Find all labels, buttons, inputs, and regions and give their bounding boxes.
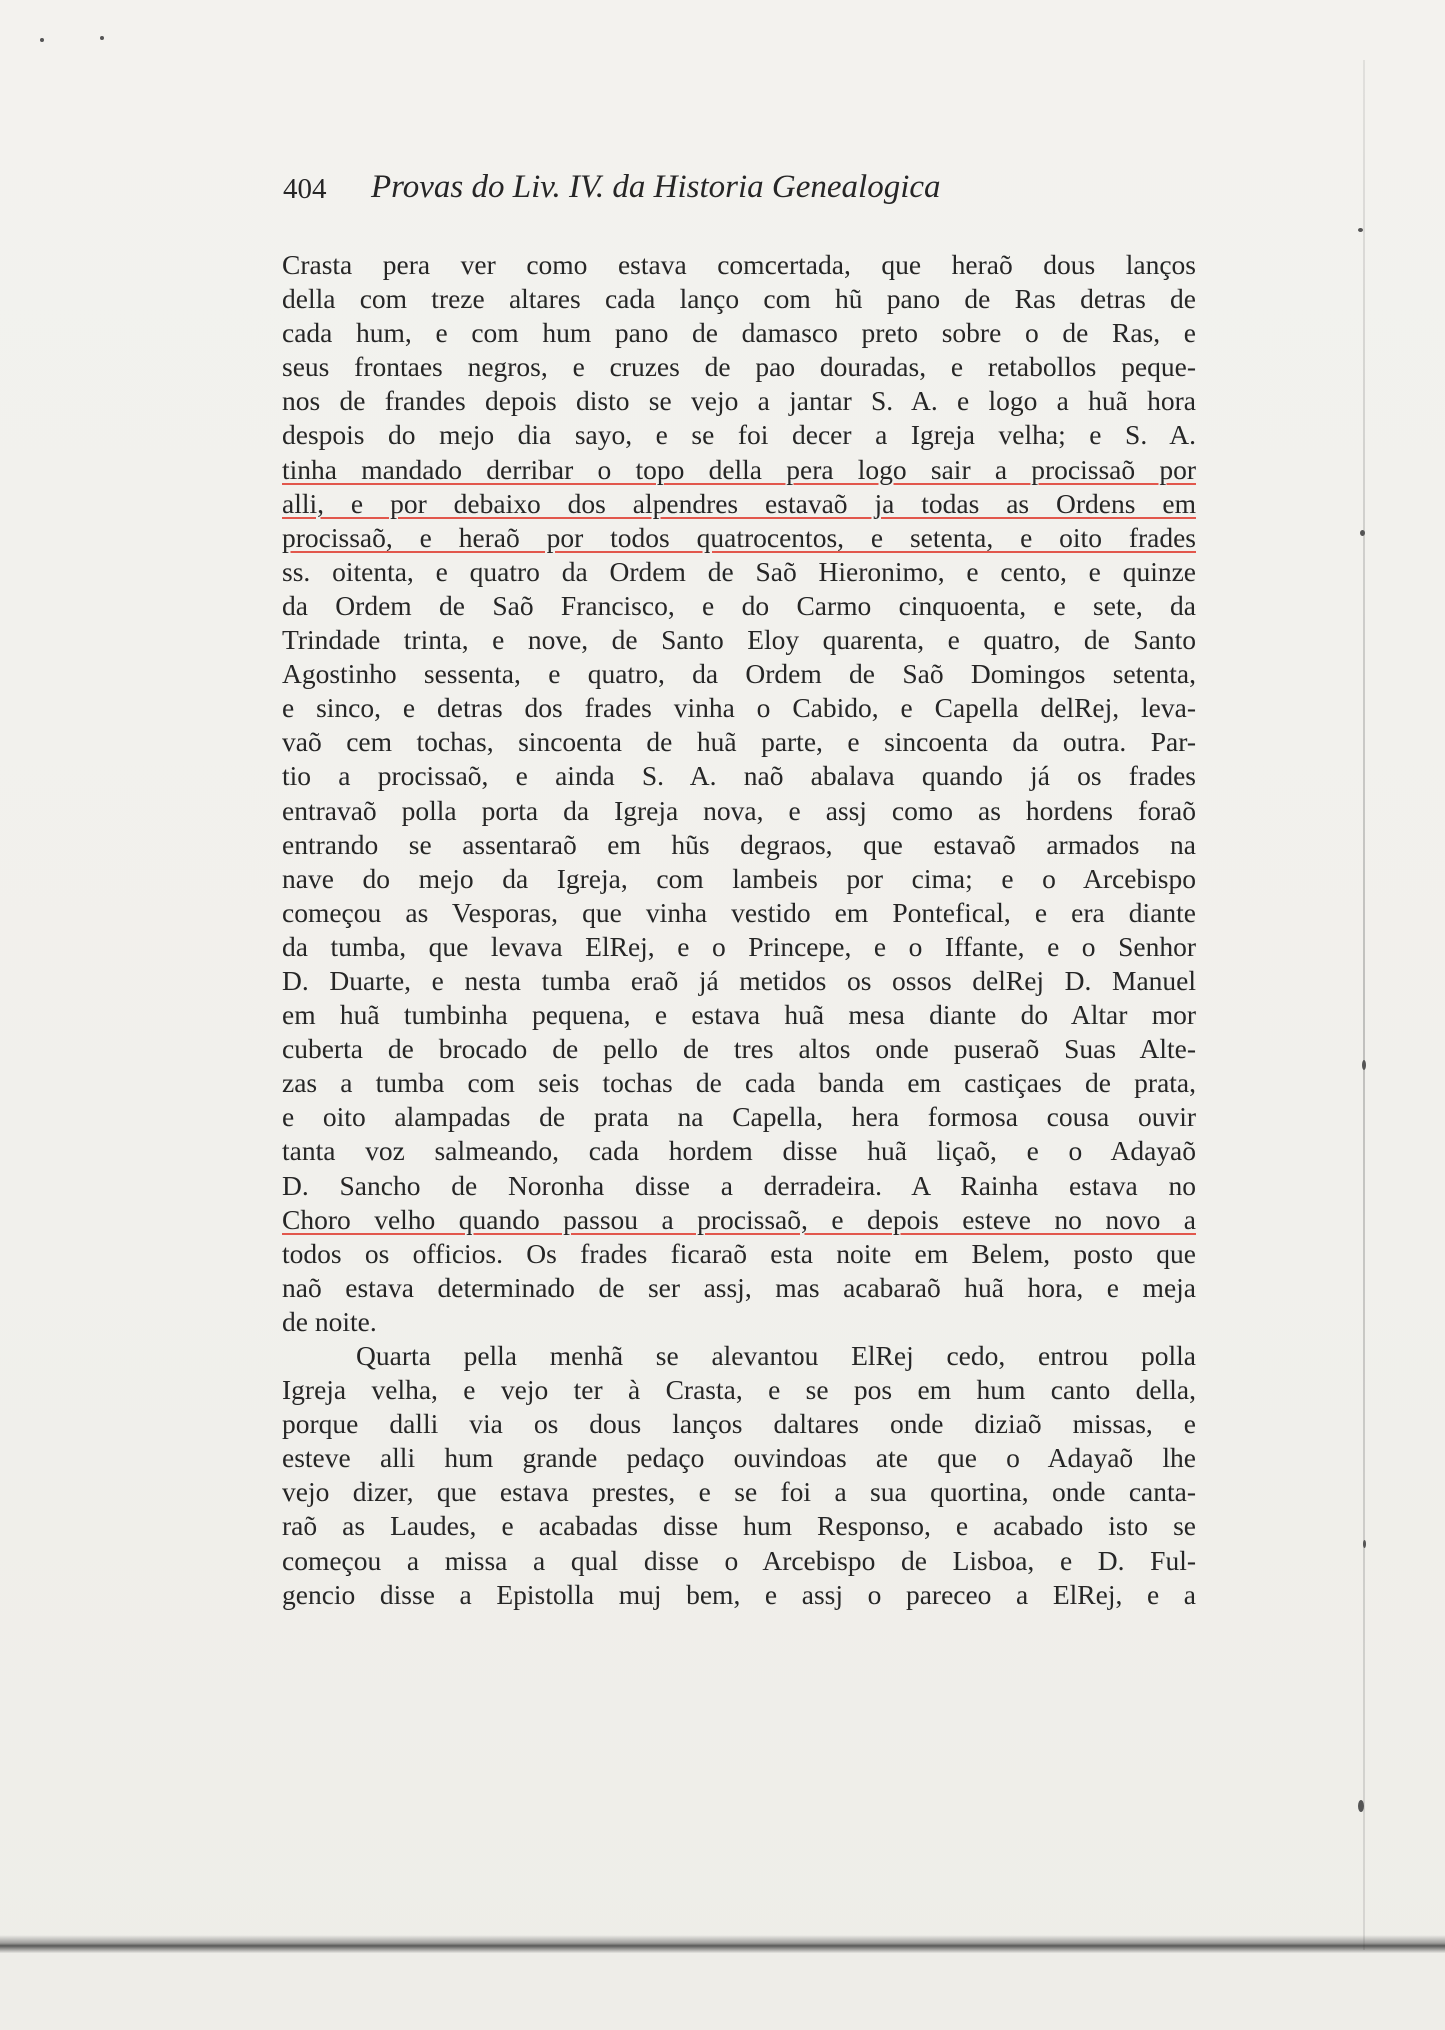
text-line: cuberta de brocado de pello de tres altos onde puseraõ Suas Alte- — [282, 1033, 1196, 1065]
dust-speck — [1358, 228, 1363, 232]
underlined-text-line: tinha mandado derribar o topo della pera logo sair a procissaõ por — [282, 453, 1196, 485]
text-line: Igreja velha, e vejo ter à Crasta, e se pos em hum canto della, — [282, 1374, 1196, 1406]
text-line: despois do mejo dia sayo, e se foi decer a Igreja velha; e S. A. — [282, 419, 1196, 451]
text-line: Agostinho sessenta, e quatro, da Ordem de Saõ Domingos setenta, — [282, 658, 1196, 690]
text-line: vaõ cem tochas, sincoenta de huã parte, e sincoenta da outra. Par- — [282, 726, 1196, 758]
text-line: e oito alampadas de prata na Capella, hera formosa cousa ouvir — [282, 1101, 1196, 1133]
text-line: cada hum, e com hum pano de damasco preto sobre o de Ras, e — [282, 317, 1196, 349]
underlined-text-line: procissaõ, e heraõ por todos quatrocentos, e setenta, e oito frades — [282, 521, 1196, 553]
text-line: seus frontaes negros, e cruzes de pao douradas, e retabollos peque- — [282, 351, 1196, 383]
text-line: de noite. — [282, 1305, 377, 1337]
text-line: D. Sancho de Noronha disse a derradeira. A Rainha estava no — [282, 1169, 1196, 1201]
dust-speck — [40, 38, 44, 42]
dust-speck — [1360, 530, 1365, 536]
running-title: Provas do Liv. IV. da Historia Genealogica — [371, 169, 941, 205]
text-line: começou as Vesporas, que vinha vestido em Pontefical, e era diante — [282, 896, 1196, 928]
text-line: gencio disse a Epistolla muj bem, e assj o pareceo a ElRej, e a — [282, 1578, 1196, 1610]
text-line: Quarta pella menhã se alevantou ElRej cedo, entrou polla — [356, 1340, 1196, 1371]
text-line: naõ estava determinado de ser assj, mas acabaraõ huã hora, e meja — [282, 1271, 1196, 1303]
text-line: começou a missa a qual disse o Arcebispo de Lisboa, e D. Ful- — [282, 1544, 1196, 1576]
dust-speck — [1358, 1800, 1364, 1812]
text-line: da tumba, que levava ElRej, e o Princepe, e o Iffante, e o Senhor — [282, 930, 1196, 962]
dust-speck — [1362, 1060, 1366, 1070]
text-line: e sinco, e detras dos frades vinha o Cabido, e Capella delRej, leva- — [282, 692, 1196, 724]
text-line: entravaõ polla porta da Igreja nova, e assj como as hordens foraõ — [282, 794, 1196, 826]
text-line: raõ as Laudes, e acabadas disse hum Responso, e acabado isto se — [282, 1510, 1196, 1542]
text-line: esteve alli hum grande pedaço ouvindoas ate que o Adayaõ lhe — [282, 1442, 1196, 1474]
paragraph-2 — [282, 1339, 1196, 1612]
page-number: 404 — [283, 173, 327, 205]
underlined-text-line: Choro velho quando passou a procissaõ, e depois esteve no novo a — [282, 1203, 1196, 1235]
text-line: todos os officios. Os frades ficaraõ esta noite em Belem, posto que — [282, 1237, 1196, 1269]
text-line: porque dalli via os dous lanços daltares onde diziaõ missas, e — [282, 1408, 1196, 1440]
text-line: della com treze altares cada lanço com hũ pano de Ras detras de — [282, 283, 1196, 315]
text-line: vejo dizer, que estava prestes, e se foi a sua quortina, onde canta- — [282, 1476, 1196, 1508]
text-line: nave do mejo da Igreja, com lambeis por cima; e o Arcebispo — [282, 862, 1196, 894]
text-line: zas a tumba com seis tochas de cada banda em castiçaes de prata, — [282, 1067, 1196, 1099]
text-line: nos de frandes depois disto se vejo a jantar S. A. e logo a huã hora — [282, 385, 1196, 417]
text-line: entrando se assentaraõ em hũs degraos, que estavaõ armados na — [282, 828, 1196, 860]
page-header — [283, 165, 1083, 215]
text-line: D. Duarte, e nesta tumba eraõ já metidos os ossos delRej D. Manuel — [282, 964, 1196, 996]
dust-speck — [100, 36, 104, 40]
body-text — [282, 248, 1196, 1612]
text-line: da Ordem de Saõ Francisco, e do Carmo cinquoenta, e sete, da — [282, 589, 1196, 621]
paragraph-1 — [282, 248, 1196, 1339]
page-edge-right — [1363, 60, 1365, 1950]
text-line: Crasta pera ver como estava comcertada, que heraõ dous lanços — [282, 249, 1196, 280]
text-line: tanta voz salmeando, cada hordem disse huã liçaõ, e o Adayaõ — [282, 1135, 1196, 1167]
text-line: em huã tumbinha pequena, e estava huã mesa diante do Altar mor — [282, 999, 1196, 1031]
underlined-text-line: alli, e por debaixo dos alpendres estavaõ ja todas as Ordens em — [282, 487, 1196, 519]
text-line: tio a procissaõ, e ainda S. A. naõ abalava quando já os frades — [282, 760, 1196, 792]
page-edge-bottom — [0, 1935, 1445, 1953]
text-line: Trindade trinta, e nove, de Santo Eloy quarenta, e quatro, de Santo — [282, 624, 1196, 656]
text-line: ss. oitenta, e quatro da Ordem de Saõ Hieronimo, e cento, e quinze — [282, 555, 1196, 587]
dust-speck — [1363, 1540, 1366, 1548]
